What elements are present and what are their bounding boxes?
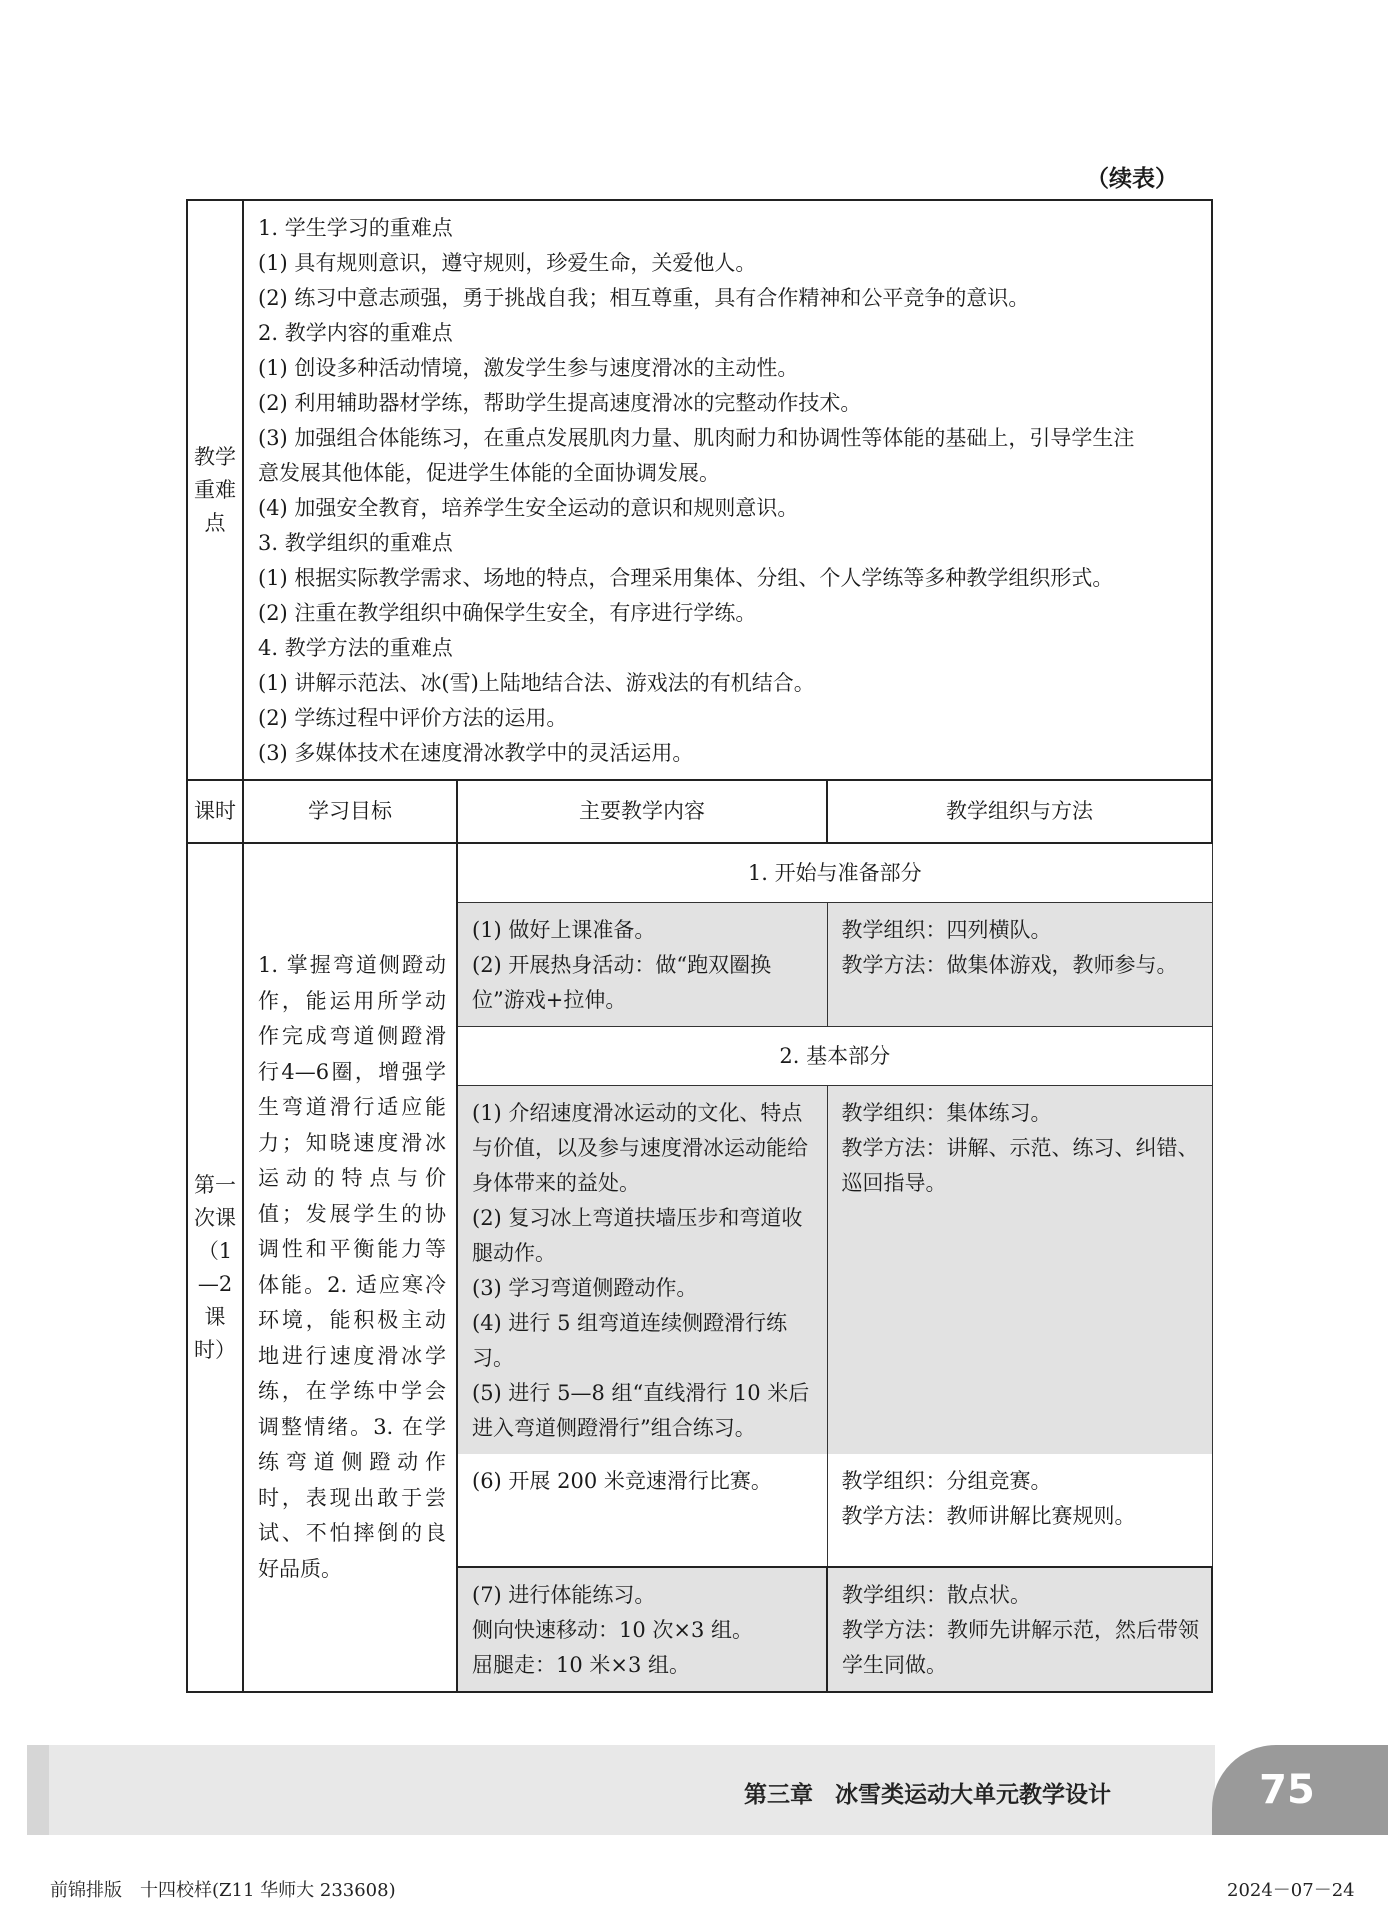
lesson1-label-text: 第一次课（1—2课时）: [194, 1172, 236, 1362]
kd-line: 1. 学生学习的重难点: [258, 216, 453, 240]
section1-content: [457, 903, 827, 1027]
method-line: 教学方法：做集体游戏，教师参与。: [841, 953, 1178, 977]
content-line: (7) 进行体能练习。: [472, 1583, 656, 1607]
lesson-plan-table: [186, 199, 1213, 1693]
content-line: (6) 开展 200 米竞速滑行比赛。: [472, 1469, 772, 1493]
kd-line: (2) 练习中意志顽强，勇于挑战自我；相互尊重，具有合作精神和公平竞争的意识。: [258, 286, 1030, 310]
kd-line: (1) 具有规则意识，遵守规则，珍爱生命，关爱他人。: [258, 251, 757, 275]
method-line: 教学组织：集体练习。: [841, 1101, 1052, 1125]
content-line: (2) 复习冰上弯道扶墙压步和弯道收腿动作。: [472, 1206, 803, 1265]
key-difficulties-label: [187, 200, 243, 780]
section2-block1-method: [827, 1086, 1212, 1455]
method-line: 教学方法：讲解、示范、练习、纠错、巡回指导。: [841, 1136, 1199, 1195]
kd-line: (3) 多媒体技术在速度滑冰教学中的灵活运用。: [258, 741, 694, 765]
section2-title: 2. 基本部分: [457, 1027, 1212, 1086]
kd-line: (1) 讲解示范法、冰(雪)上陆地结合法、游戏法的有机结合。: [258, 671, 815, 695]
kd-line: (3) 加强组合体能练习，在重点发展肌肉力量、肌肉耐力和协调性等体能的基础上，引导学生注: [258, 426, 1135, 450]
kd-line: 意发展其他体能，促进学生体能的全面协调发展。: [258, 461, 720, 485]
content-line: 屈腿走：10 米×3 组。: [472, 1653, 691, 1677]
print-info-right: 2024－07－24: [1227, 1880, 1355, 1901]
kd-line: (2) 利用辅助器材学练，帮助学生提高速度滑冰的完整动作技术。: [258, 391, 862, 415]
section2-block2-content: [457, 1454, 827, 1567]
chapter-heading: [744, 1776, 1111, 1809]
content-line: (1) 介绍速度滑冰运动的文化、特点与价值，以及参与速度滑冰运动能给身体带来的益处。: [472, 1101, 808, 1195]
method-line: 教学组织：四列横队。: [841, 918, 1052, 942]
header-goals: 学习目标: [243, 780, 457, 843]
kd-line: (2) 注重在教学组织中确保学生安全，有序进行学练。: [258, 601, 757, 625]
section1-title: 1. 开始与准备部分: [457, 843, 1212, 903]
lesson1-goals: 1. 掌握弯道侧蹬动作，能运用所学动作完成弯道侧蹬滑行4—6圈，增强学生弯道滑行适应能力；知晓速度滑冰运动的特点与价值；发展学生的协调性和平衡能力等体能。2. 适应寒冷环境，能积极主动地进行速度滑冰学练，在学练中学会调整情绪。3. 在学练弯道侧蹬动作时，表现出敢于尝试、不怕摔倒的良好品质。: [243, 843, 457, 1692]
chapter-number: 第三章: [744, 1782, 813, 1808]
lesson1-label: [187, 843, 243, 1692]
chapter-title: 冰雪类运动大单元教学设计: [835, 1782, 1111, 1808]
method-line: 教学组织：分组竞赛。: [841, 1469, 1052, 1493]
method-line: 教学方法：教师讲解比赛规则。: [841, 1504, 1136, 1528]
continuation-label: （续表）: [1086, 166, 1178, 192]
section1-method: [827, 903, 1212, 1027]
content-line: 侧向快速移动：10 次×3 组。: [472, 1618, 754, 1642]
footer-left-strip: [27, 1745, 49, 1835]
content-line: (4) 进行 5 组弯道连续侧蹬滑行练习。: [472, 1311, 788, 1370]
kd-line: (4) 加强安全教育，培养学生安全运动的意识和规则意识。: [258, 496, 799, 520]
kd-line: 3. 教学组织的重难点: [258, 531, 453, 555]
key-difficulties-label-text: 教学重难点: [194, 444, 236, 535]
key-difficulties-content: [243, 200, 1212, 780]
content-line: (5) 进行 5—8 组“直线滑行 10 米后进入弯道侧蹬滑行”组合练习。: [472, 1381, 810, 1440]
section2-block1-content: [457, 1086, 827, 1455]
header-method: 教学组织与方法: [827, 780, 1212, 843]
content-line: (3) 学习弯道侧蹬动作。: [472, 1276, 698, 1300]
section2-block3-content: [457, 1567, 827, 1692]
content-line: (2) 开展热身活动：做“跑双圈换位”游戏+拉伸。: [472, 953, 772, 1012]
method-line: 教学组织：散点状。: [842, 1583, 1031, 1607]
page-number-tab: [1212, 1745, 1388, 1835]
kd-line: 4. 教学方法的重难点: [258, 636, 453, 660]
header-lesson: 课时: [187, 780, 243, 843]
header-content: 主要教学内容: [457, 780, 827, 843]
kd-line: (1) 根据实际教学需求、场地的特点，合理采用集体、分组、个人学练等多种教学组织形式。: [258, 566, 1114, 590]
kd-line: 2. 教学内容的重难点: [258, 321, 453, 345]
page-number: 75: [1259, 1767, 1315, 1813]
section2-block3-method: [827, 1567, 1212, 1692]
kd-line: (1) 创设多种活动情境，激发学生参与速度滑冰的主动性。: [258, 356, 799, 380]
print-info-left: 前锦排版 十四校样(Z11 华师大 233608): [50, 1880, 396, 1901]
content-line: (1) 做好上课准备。: [472, 918, 656, 942]
section2-block2-method: [827, 1454, 1212, 1567]
method-line: 教学方法：教师先讲解示范，然后带领学生同做。: [842, 1618, 1199, 1677]
kd-line: (2) 学练过程中评价方法的运用。: [258, 706, 568, 730]
